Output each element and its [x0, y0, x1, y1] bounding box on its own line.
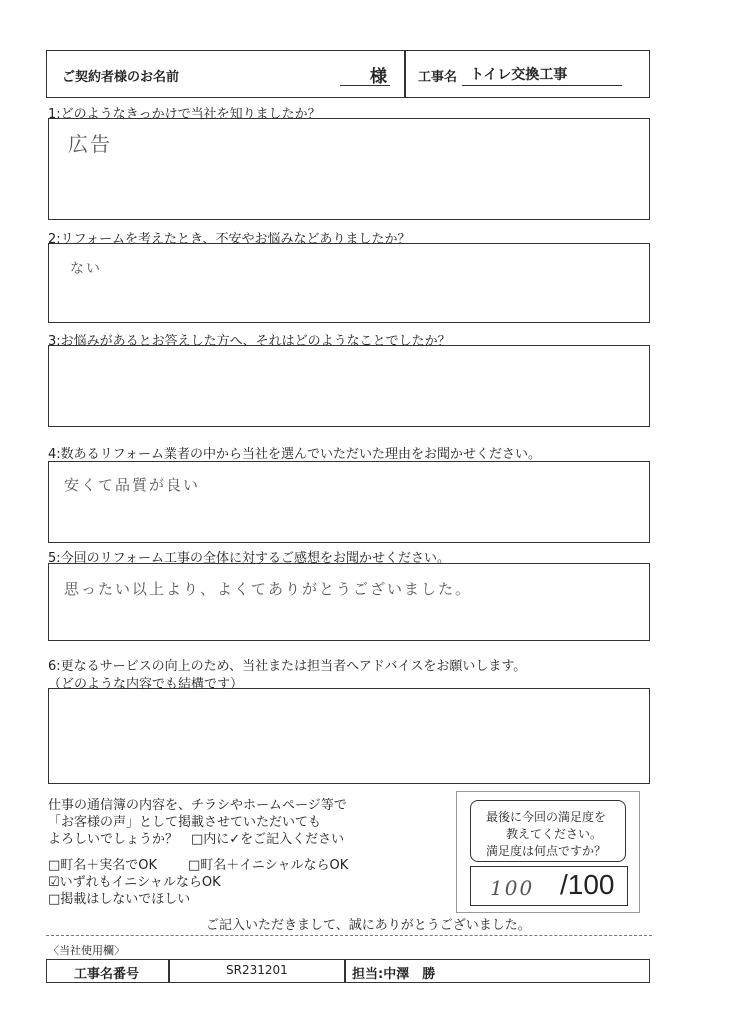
satisfaction-line-1: 最後に今回の満足度を — [486, 810, 607, 824]
question-6-label: 6:更なるサービスの向上のため、当社または担当者へアドバイスをお願いします。 — [48, 659, 527, 674]
header-divider — [404, 50, 406, 98]
question-5-answer: 思ったい以上より、よくてありがとうございました。 — [64, 580, 473, 598]
consent-line-3: よろしいでしょうか？ □内に✓をご記入ください — [48, 832, 345, 847]
work-name-label: 工事名 — [418, 70, 458, 85]
satisfaction-line-2: 教えてください。 — [506, 827, 603, 841]
question-3-answer-box — [48, 345, 650, 427]
work-number-value: SR231201 — [226, 963, 288, 977]
question-5-label: 5:今回のリフォーム工事の全体に対するご感想をお聞かせください。 — [48, 551, 451, 566]
question-2-label: 2:リフォームを考えたとき、不安やお悩みなどありましたか？ — [48, 232, 411, 247]
consent-line-2: 「お客様の声」として掲載させていただいても — [48, 815, 322, 830]
thanks-message: ご記入いただきまして、誠にありがとうございました。 — [206, 918, 531, 933]
consent-option-3[interactable]: ☑いずれもイニシャルならOK — [48, 875, 221, 890]
satisfaction-max: /100 — [560, 869, 615, 900]
consent-option-4[interactable]: □掲載はしないでほしい — [48, 892, 191, 907]
question-2-answer-box — [48, 243, 650, 323]
question-5-answer-box — [48, 563, 650, 641]
question-1-label: 1:どのようなきっかけで当社を知りましたか？ — [48, 107, 321, 122]
work-name-value: トイレ交換工事 — [470, 67, 568, 83]
work-name-underline — [462, 85, 622, 86]
question-4-label: 4:数あるリフォーム業者の中から当社を選んでいただいた理由をお聞かせください。 — [48, 447, 542, 462]
office-use-label: 〈当社使用欄〉 — [48, 944, 125, 957]
question-4-answer: 安くて品質が良い — [64, 476, 201, 494]
question-1-answer: 広告 — [68, 132, 112, 156]
staff-name: 担当:中澤 勝 — [352, 967, 436, 982]
satisfaction-line-3: 満足度は何点ですか？ — [486, 844, 607, 858]
consent-line-1: 仕事の通信簿の内容を、チラシやホームページ等で — [48, 798, 347, 813]
honorific: 様 — [370, 67, 387, 87]
question-6-answer-box — [48, 688, 650, 784]
consent-option-2[interactable]: □町名＋イニシャルならOK — [188, 858, 349, 873]
question-1-answer-box — [48, 118, 650, 220]
question-3-label: 3:お悩みがあるとお答えした方へ、それはどのようなことでしたか？ — [48, 334, 451, 349]
question-2-answer: ない — [70, 261, 102, 277]
consent-option-1[interactable]: □町名＋実名でOK — [48, 858, 158, 873]
satisfaction-score: 100 — [490, 876, 535, 900]
office-divider-2 — [344, 959, 346, 983]
question-6-sublabel: （どのような内容でも結構です） — [48, 677, 244, 692]
dashed-separator — [46, 935, 652, 936]
work-number-label: 工事名番号 — [74, 967, 140, 982]
customer-name-label: ご契約者様のお名前 — [62, 70, 180, 85]
office-divider-1 — [168, 959, 170, 983]
